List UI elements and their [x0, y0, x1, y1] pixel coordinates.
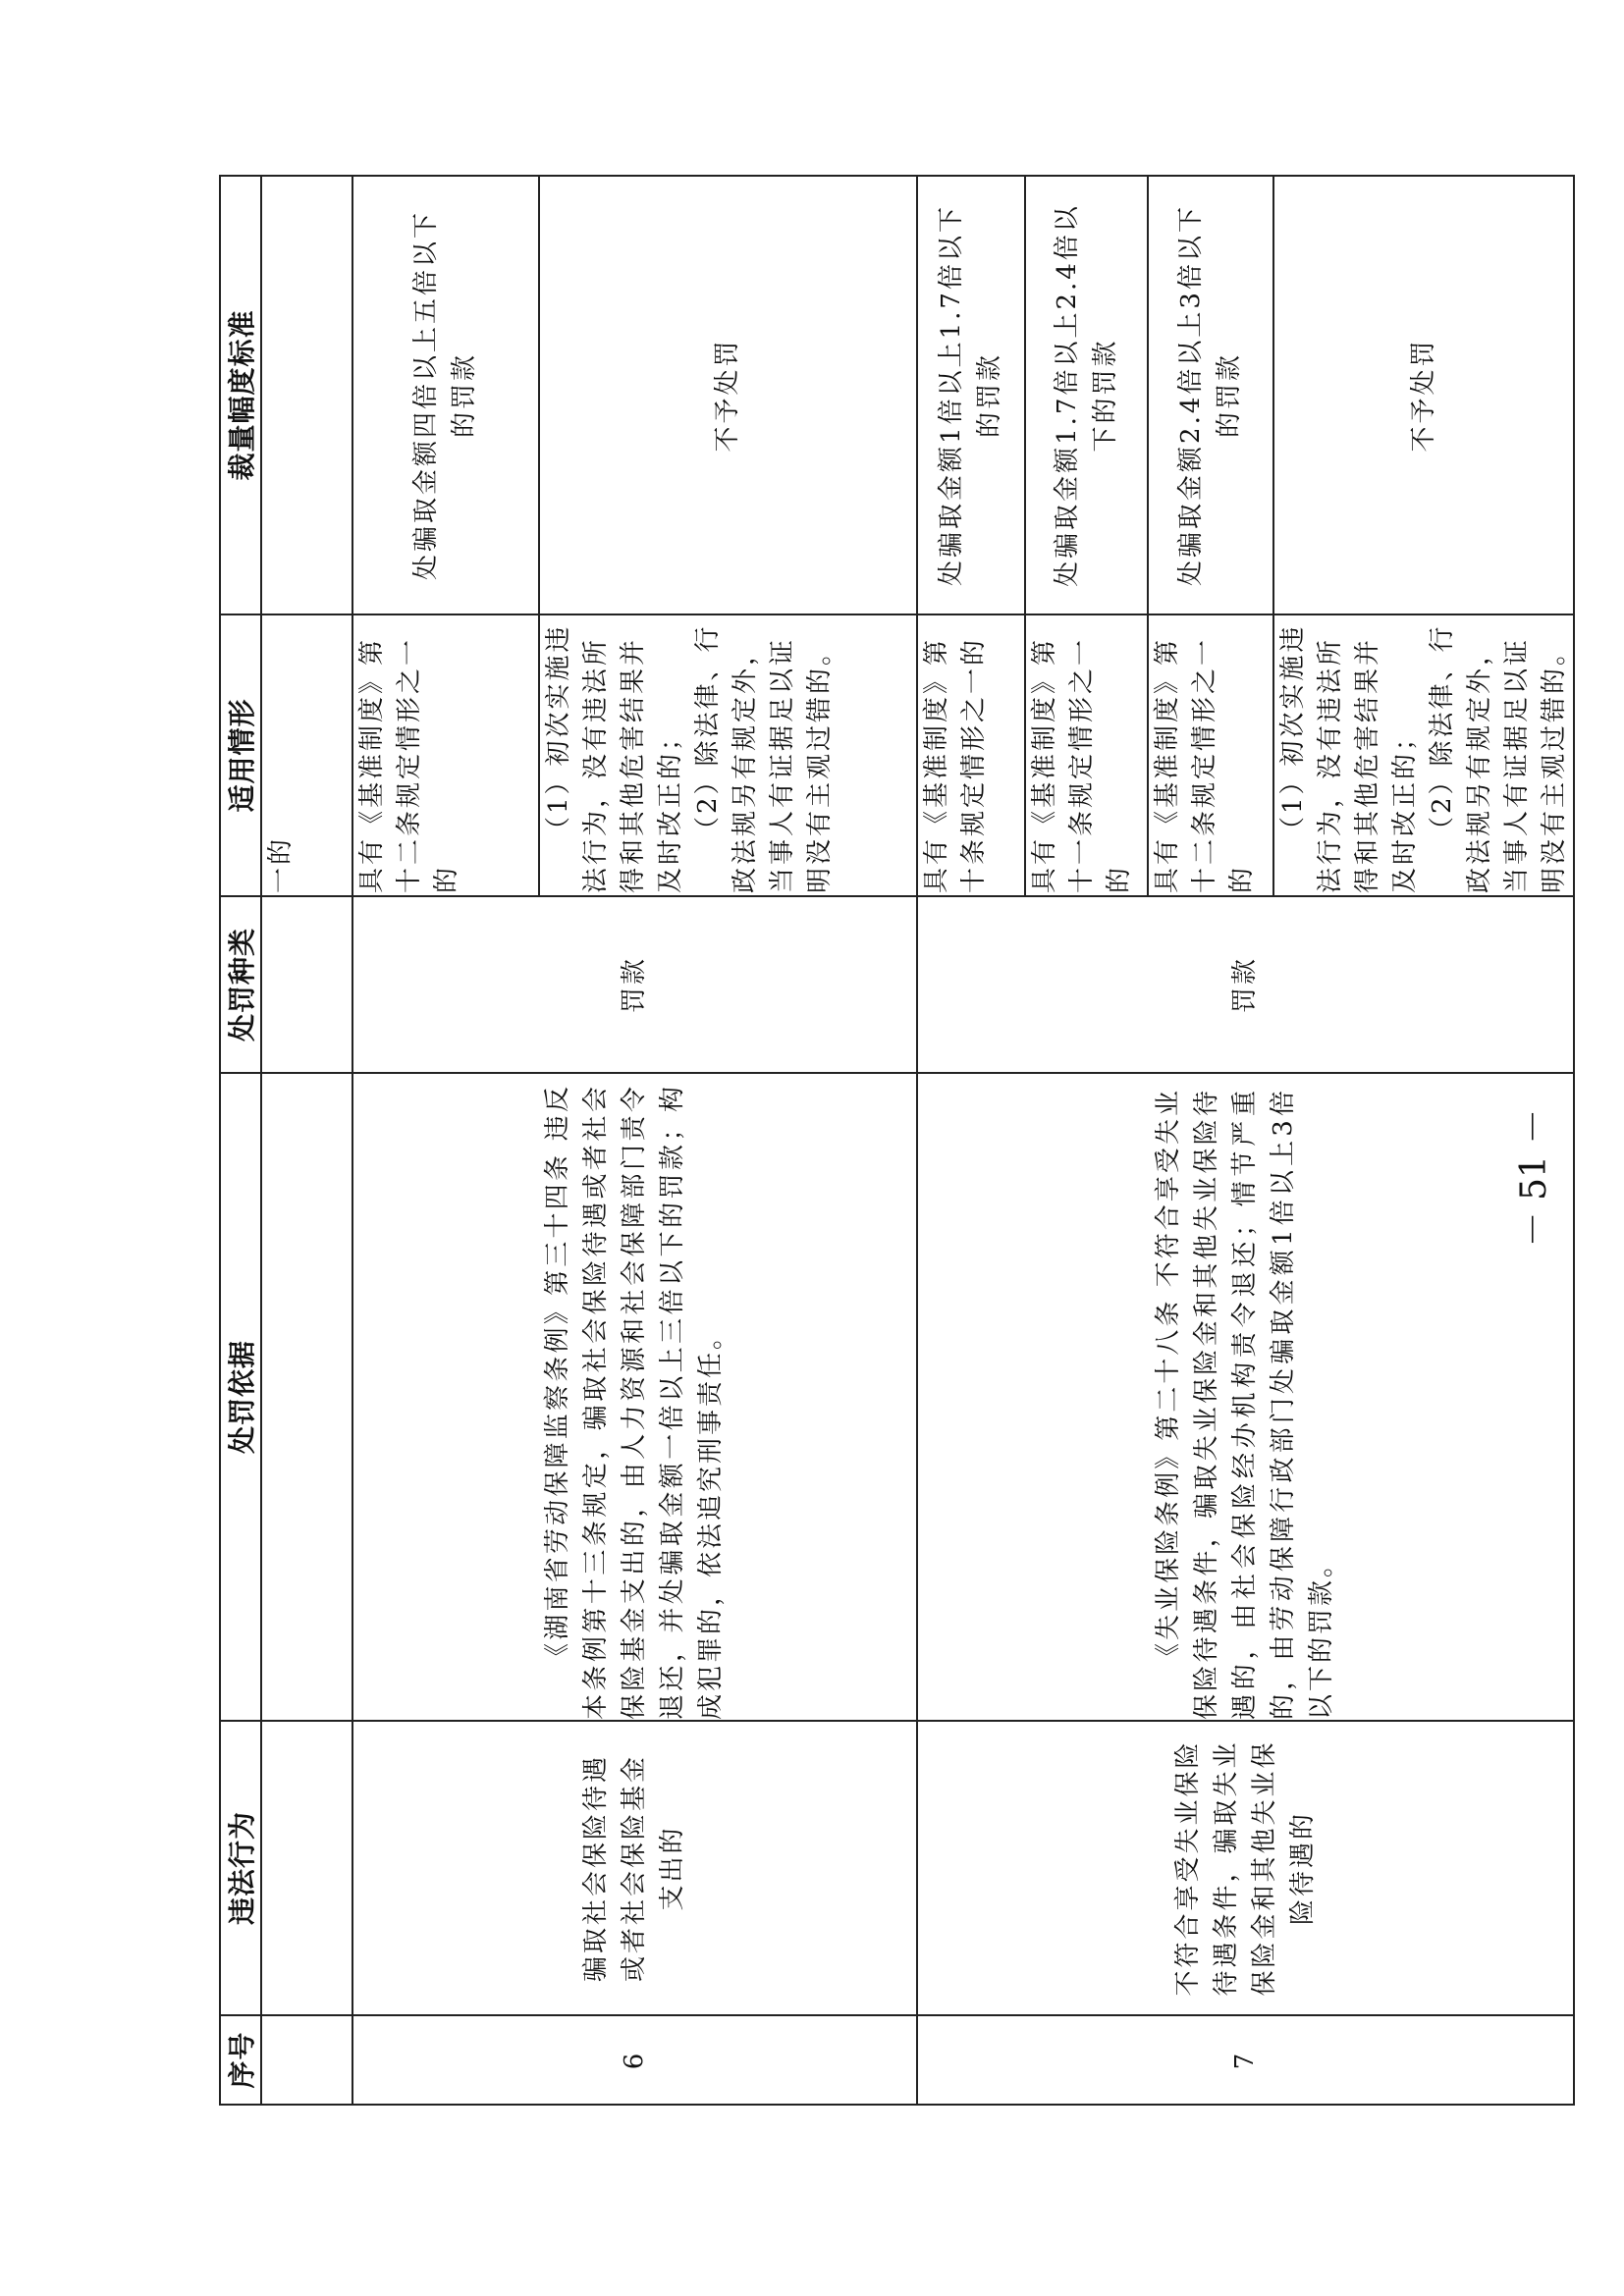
row7-sub2-situation-text: 具有《基准制度》第十一条规定情形之一的	[1030, 636, 1134, 893]
table-row-7	[917, 176, 1574, 2105]
cont-standard-cell	[261, 176, 352, 614]
row7-sub3-situation	[1149, 615, 1274, 895]
row7-sub1-situation	[918, 615, 1026, 895]
header-no: 序号	[220, 2015, 261, 2105]
row6-sub1-standard: 处骗取金额四倍以上五倍以下的罚款	[353, 177, 540, 614]
row7-sub2-situation	[1026, 615, 1149, 895]
row6-situation	[352, 614, 917, 896]
penalty-discretion-table	[219, 175, 1575, 2106]
row6-sub2-line1: （1）初次实施违法行为，没有违法所得和其他危害结果并及时改正的；	[544, 623, 685, 893]
row6-act-text: 骗取社会保险待遇或者社会保险基金支出的	[581, 1754, 687, 1983]
header-basis: 处罚依据	[220, 1073, 261, 1721]
continuation-row	[261, 176, 352, 2105]
header-standard: 裁量幅度标准	[220, 176, 261, 614]
cont-situation-cell	[261, 614, 352, 896]
row7-sub4-standard: 不予处罚	[1408, 338, 1438, 453]
row7-no: 7	[917, 2015, 1574, 2105]
row6-basis-text: 《湖南省劳动保障监察条例》第三十四条 违反本条例第十三条规定，骗取社会保险待遇或者社会保险基金支出的，由人力资源和社会保障部门责令退还，并处骗取金额一倍以上三倍以下的罚款；构成犯罪的，依法追究刑事责任。	[543, 1084, 726, 1720]
cont-situation-text: 一的	[266, 835, 296, 893]
cont-type-cell	[261, 896, 352, 1073]
row7-basis-text: 《失业保险条例》第二十八条 不符合享受失业保险待遇条件，骗取失业保险金和其他失业保险待遇的，由社会保险经办机构责令退还；情节严重的，由劳动保障行政部门处骗取金额1倍以上3倍以下的罚款。	[1154, 1088, 1336, 1720]
header-type: 处罚种类	[220, 896, 261, 1073]
header-situation: 适用情形	[220, 614, 261, 896]
row7-situation	[917, 614, 1574, 896]
row7-sub2-standard: 处骗取金额1.7倍以上2.4倍以下的罚款	[1026, 177, 1149, 614]
table-row-6	[352, 176, 917, 2105]
row6-sub2-standard: 不予处罚	[713, 338, 742, 453]
row6-type: 罚款	[352, 896, 917, 1073]
row7-sub4-line1: （1）初次实施违法行为，没有违法所得和其他危害结果并及时改正的；	[1278, 623, 1420, 893]
row6-sub1-situation	[353, 615, 540, 895]
cont-act-cell	[261, 1721, 352, 2015]
row7-act	[917, 1721, 1574, 2015]
cont-basis-cell	[261, 1073, 352, 1721]
row7-sub3-standard: 处骗取金额2.4倍以上3倍以下的罚款	[1149, 177, 1274, 614]
row7-type: 罚款	[917, 896, 1574, 1073]
row6-act	[352, 1721, 917, 2015]
row7-sub1-standard: 处骗取金额1倍以上1.7倍以下的罚款	[918, 177, 1026, 614]
row7-standard	[917, 176, 1574, 614]
row7-sub3-situation-text: 具有《基准制度》第十二条规定情形之一的	[1153, 636, 1257, 893]
row7-sub4-situation	[1274, 615, 1573, 895]
row7-sub1-situation-text: 具有《基准制度》第十条规定情形之一的	[922, 636, 989, 893]
row6-sub2-situation	[540, 615, 916, 895]
header-act: 违法行为	[220, 1721, 261, 2015]
page-number: － 51 －	[1514, 1108, 1554, 1248]
row6-sub1-situation-text: 具有《基准制度》第十二条规定情形之一的	[357, 636, 461, 893]
row6-sub2-line2: （2）除法律、行政法规另有规定外，当事人有证据足以证明没有主观过错的。	[693, 623, 835, 893]
row6-basis	[352, 1073, 917, 1721]
row7-act-text: 不符合享受失业保险待遇条件，骗取失业保险金和其他失业保险待遇的	[1172, 1739, 1318, 1997]
row7-sub4-line2: （2）除法律、行政法规另有规定外，当事人有证据足以证明没有主观过错的。	[1428, 623, 1569, 893]
cont-no-cell	[261, 2015, 352, 2105]
row6-standard	[352, 176, 917, 614]
row7-basis	[917, 1073, 1574, 1721]
row6-no: 6	[352, 2015, 917, 2105]
header-row	[220, 176, 261, 2105]
